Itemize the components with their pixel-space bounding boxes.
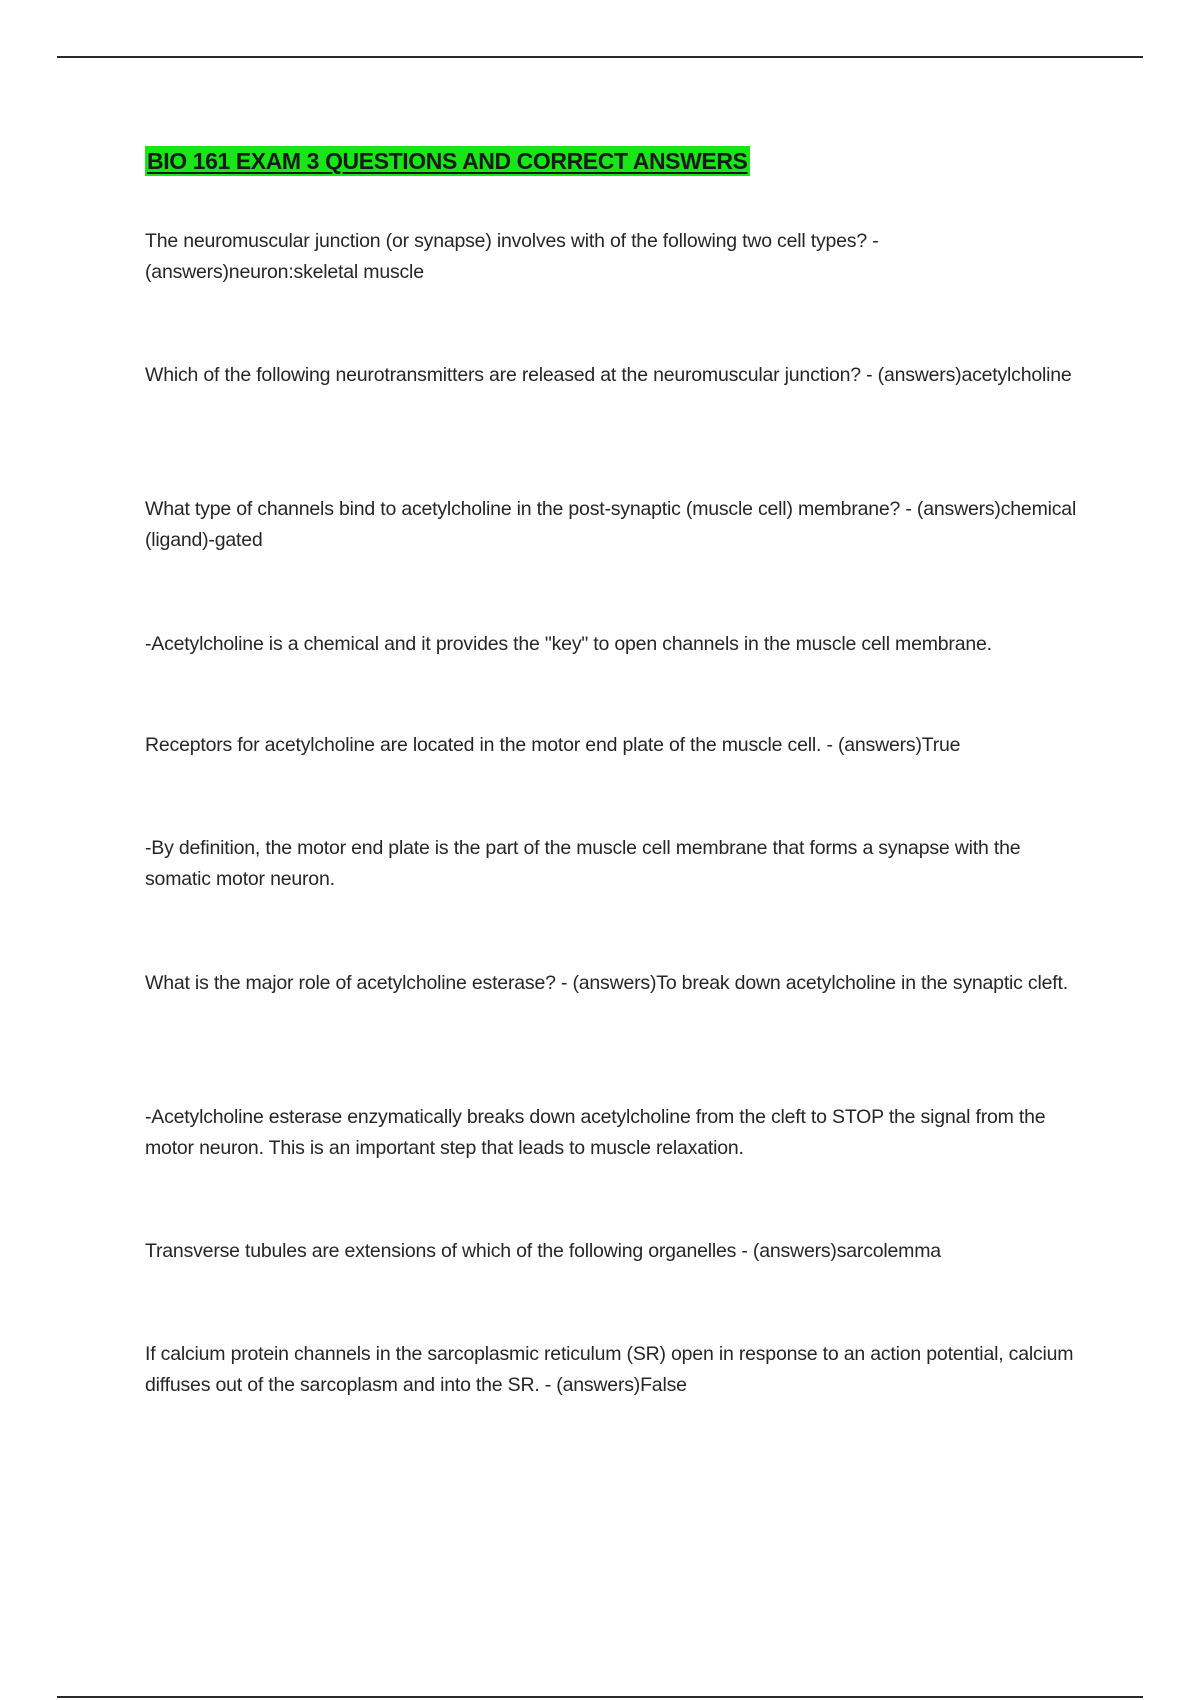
document-body (145, 146, 1085, 1396)
qa-entry-9: Transverse tubules are extensions of which of the following organelles - (answers)sarcolemma (145, 1240, 941, 1262)
qa-entry-1: The neuromuscular junction (or synapse) involves with of the following two cell types? - (answers)neuron:skeletal muscle (145, 230, 879, 283)
qa-note-6: -By definition, the motor end plate is the part of the muscle cell membrane that forms a synapse with the somatic motor neuron. (145, 837, 1021, 890)
bottom-rule (57, 1696, 1143, 1698)
top-rule (57, 56, 1143, 58)
qa-entry-3: What type of channels bind to acetylcholine in the post-synaptic (muscle cell) membrane? - (answers)chemical (ligand)-gated (145, 498, 1077, 551)
qa-entry-10: If calcium protein channels in the sarcoplasmic reticulum (SR) open in response to an action potential, calcium diffuses out of the sarcoplasm and into the SR. - (answers)False (145, 1343, 1074, 1396)
qa-entry-7: What is the major role of acetylcholine esterase? - (answers)To break down acetylcholine in the synaptic cleft. (145, 972, 1068, 994)
document-title: BIO 161 EXAM 3 QUESTIONS AND CORRECT ANSWERS (147, 148, 748, 174)
qa-note-4: -Acetylcholine is a chemical and it provides the "key" to open channels in the muscle cell membrane. (145, 633, 992, 655)
qa-note-8: -Acetylcholine esterase enzymatically breaks down acetylcholine from the cleft to STOP the signal from the motor neuron. This is an important step that leads to muscle relaxation. (145, 1106, 1046, 1159)
qa-entry-5: Receptors for acetylcholine are located in the motor end plate of the muscle cell. - (answers)True (145, 734, 961, 756)
qa-entry-2: Which of the following neurotransmitters are released at the neuromuscular junction? - (answers)acetylcholine (145, 364, 1072, 386)
